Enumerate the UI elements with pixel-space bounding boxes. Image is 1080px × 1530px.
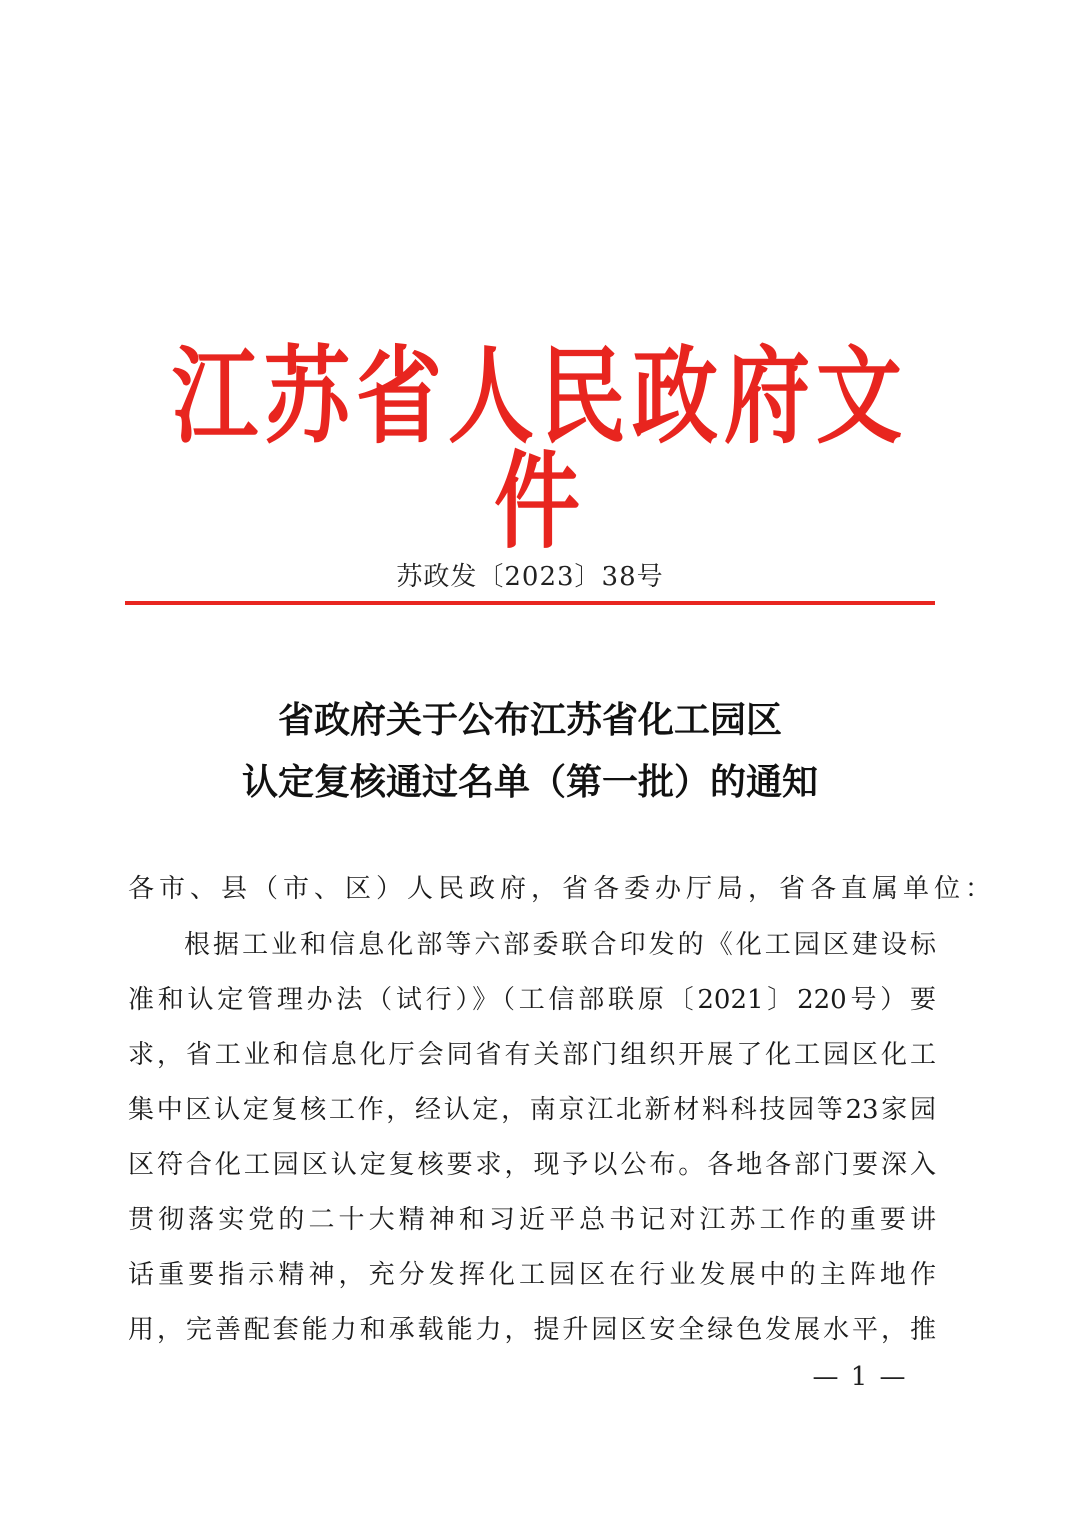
body-line: 集中区认定复核工作，经认定，南京江北新材料科技园等23家园 [128,1095,936,1125]
title-line-2: 认定复核通过名单（第一批）的通知 [241,762,818,803]
body-line: 准和认定管理办法（试行）》（工信部联原〔2021〕220号）要 [128,985,936,1015]
body-line: 区符合化工园区认定复核要求，现予以公布。各地各部门要深入 [128,1150,936,1180]
body-line: 贯彻落实党的二十大精神和习近平总书记对江苏工作的重要讲 [128,1205,936,1235]
red-divider-line [125,601,935,605]
salutation: 各市、县（市、区）人民政府，省各委办厅局，省各直属单位： [128,874,997,904]
body-line: 话重要指示精神，充分发挥化工园区在行业发展中的主阵地作 [128,1260,936,1290]
document-masthead: 江苏省人民政府文件 [172,336,908,564]
body-line: 求，省工业和信息化厅会同省有关部门组织开展了化工园区化工 [128,1040,936,1070]
page-number: — 1 — [812,1362,908,1392]
document-number: 苏政发〔2023〕38号 [396,562,664,592]
body-line: 根据工业和信息化部等六部委联合印发的《化工园区建设标 [184,930,936,960]
document-title [130,690,930,814]
title-line-1: 省政府关于公布江苏省化工园区 [277,700,782,741]
body-text [128,918,936,1358]
body-line: 用，完善配套能力和承载能力，提升园区安全绿色发展水平，推 [128,1315,936,1345]
